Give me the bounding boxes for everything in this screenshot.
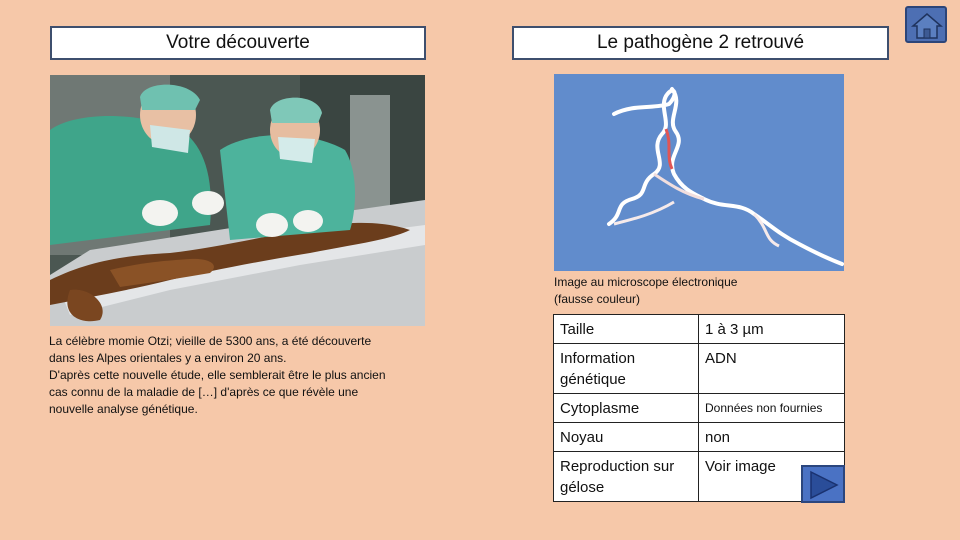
- play-arrow-icon: [809, 470, 839, 500]
- mummy-examination-photo: [50, 75, 425, 326]
- right-panel-title: Le pathogène 2 retrouvé: [512, 26, 889, 60]
- electron-microscope-image: [554, 74, 844, 271]
- table-row: [554, 423, 845, 452]
- table-value: Voir image: [699, 452, 845, 502]
- left-panel-title: Votre découverte: [50, 26, 426, 60]
- description-line: D'après cette nouvelle étude, elle semblerait être le plus ancien: [49, 368, 386, 382]
- caption-line: (fausse couleur): [554, 292, 641, 306]
- description-line: dans les Alpes orientales y a environ 20 ans.: [49, 351, 287, 365]
- table-row: [554, 344, 845, 394]
- table-value: 1 à 3 µm: [699, 315, 845, 344]
- caption-line: Image au microscope électronique: [554, 275, 738, 289]
- table-value: non: [699, 423, 845, 452]
- table-key: Noyau: [554, 423, 699, 452]
- table-key: Reproduction sur gélose: [554, 452, 699, 502]
- description-line: cas connu de la maladie de […] d'après ce que révèle une: [49, 385, 359, 399]
- next-button[interactable]: [801, 465, 845, 503]
- home-icon: [910, 10, 944, 41]
- table-row: [554, 315, 845, 344]
- table-key: Information génétique: [554, 344, 699, 394]
- table-key: Cytoplasme: [554, 394, 699, 423]
- table-row: [554, 394, 845, 423]
- microscope-caption: [554, 274, 834, 308]
- table-key: Taille: [554, 315, 699, 344]
- description-line: nouvelle analyse génétique.: [49, 402, 198, 416]
- home-button[interactable]: [905, 6, 947, 43]
- discovery-description: [49, 333, 424, 418]
- description-line: La célèbre momie Otzi; vieille de 5300 ans, a été découverte: [49, 334, 372, 348]
- table-value: ADN: [699, 344, 845, 394]
- table-value: Données non fournies: [699, 394, 845, 423]
